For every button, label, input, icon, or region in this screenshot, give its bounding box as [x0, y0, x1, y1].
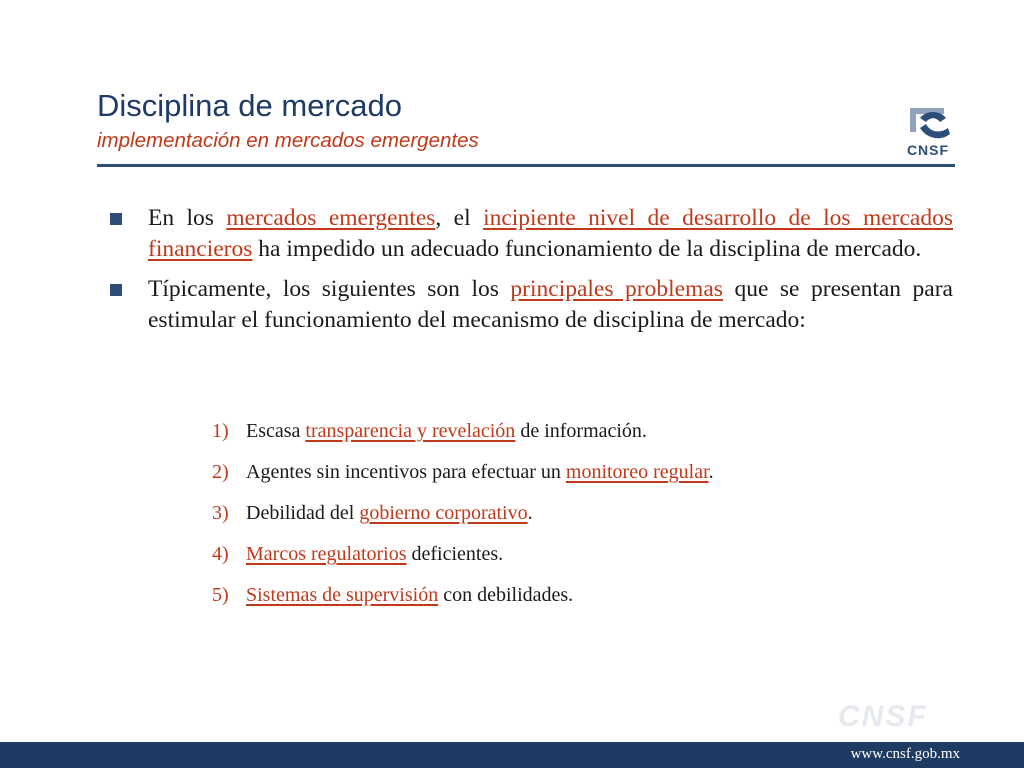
square-bullet-icon: [110, 284, 122, 296]
item-text: con debilidades.: [438, 584, 574, 606]
item-text: .: [527, 502, 533, 524]
item-text: Debilidad del: [246, 502, 360, 524]
item-number: 1): [212, 420, 229, 442]
bullet-text: , el: [435, 205, 484, 231]
bullet-text: En los: [148, 205, 227, 231]
cnsf-watermark: CNSF: [838, 700, 928, 733]
cnsf-logo-icon: [896, 102, 960, 142]
highlight-term: gobierno corporativo: [359, 502, 528, 524]
list-item: [212, 459, 912, 500]
highlight-term: principales problemas: [510, 276, 723, 302]
highlight-term: transparencia y revelación: [305, 420, 516, 442]
bullet-text: que se presentan para estimular el funcionamiento del mecanismo de disciplina de mercado:: [148, 276, 953, 333]
item-text: .: [708, 461, 714, 483]
item-number: 2): [212, 461, 229, 483]
bullet-item: [108, 203, 953, 265]
footer-bar: [0, 742, 1024, 768]
slide-subtitle: implementación en mercados emergentes: [97, 129, 479, 152]
item-text: Agentes sin incentivos para efectuar un: [246, 461, 566, 483]
bullet-text: Típicamente, los siguientes son los: [148, 276, 511, 302]
highlight-term: incipiente nivel de desarrollo de los mercados financieros: [148, 205, 953, 262]
highlight-term: monitoreo regular: [565, 461, 709, 483]
bullet-text: ha impedido un adecuado funcionamiento de la disciplina de mercado.: [252, 236, 922, 262]
bullet-item: [108, 274, 953, 336]
list-item: [212, 500, 912, 541]
cnsf-logo: [896, 102, 960, 162]
bullet-list: [108, 203, 953, 345]
square-bullet-icon: [110, 213, 122, 225]
item-text: de información.: [515, 420, 647, 442]
highlight-term: mercados emergentes: [226, 205, 436, 231]
title-divider: [97, 164, 955, 167]
footer-url: www.cnsf.gob.mx: [850, 746, 960, 762]
problems-list: [212, 418, 912, 623]
list-item: [212, 418, 912, 459]
highlight-term: Marcos regulatorios: [246, 543, 407, 565]
logo-text: CNSF: [906, 142, 950, 158]
list-item: [212, 582, 912, 623]
item-text: Escasa: [246, 420, 306, 442]
item-text: deficientes.: [406, 543, 504, 565]
list-item: [212, 541, 912, 582]
highlight-term: Sistemas de supervisión: [246, 584, 439, 606]
item-number: 3): [212, 502, 229, 524]
item-number: 5): [212, 584, 229, 606]
slide-title: Disciplina de mercado: [97, 88, 402, 123]
item-number: 4): [212, 543, 229, 565]
